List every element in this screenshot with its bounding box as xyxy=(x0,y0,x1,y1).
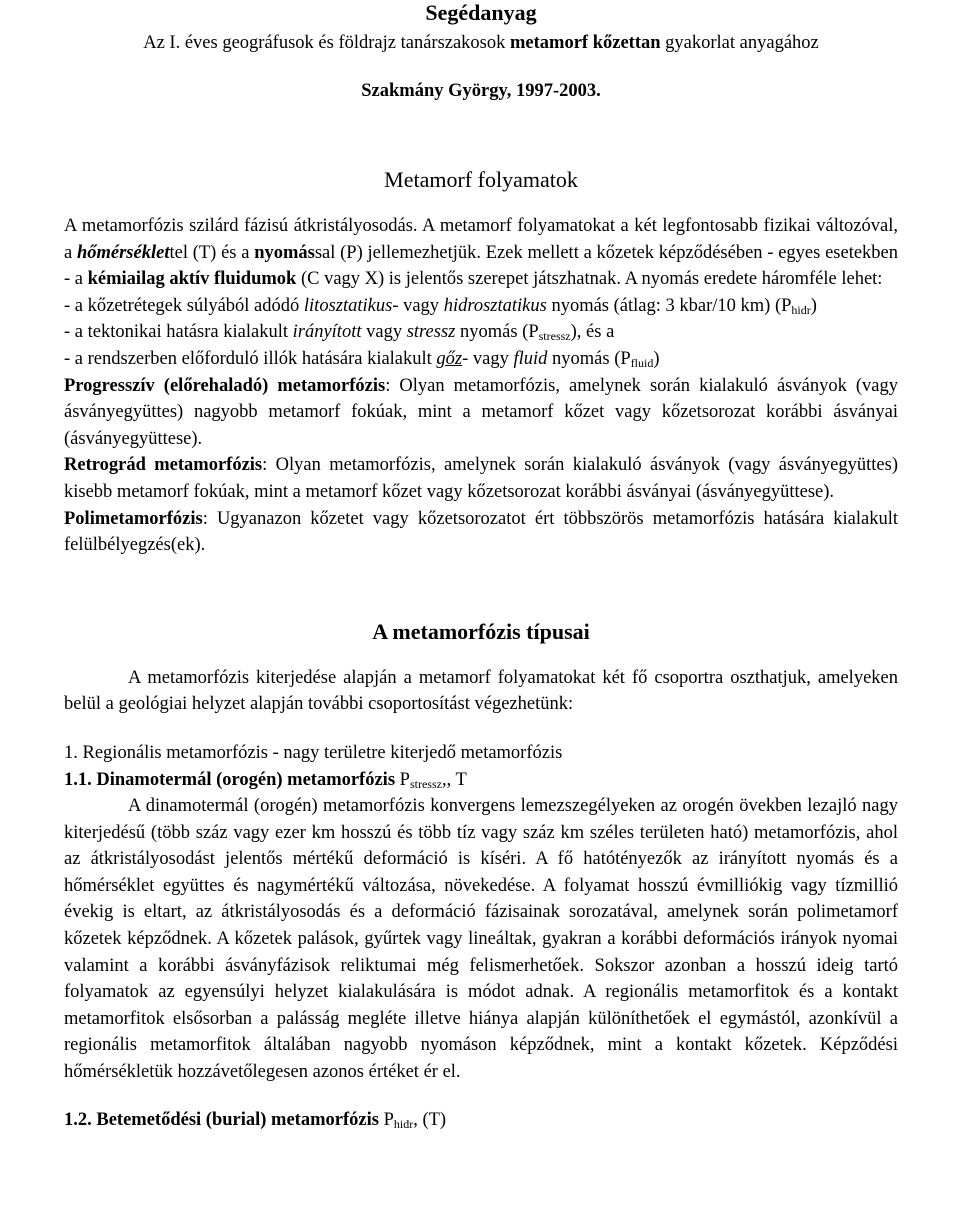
term-hidrosztatikus: hidrosztatikus xyxy=(443,295,547,316)
subtitle-text: Az I. éves geográfusok és földrajz tanárszakosok xyxy=(143,33,511,53)
subscript: hidr xyxy=(791,302,811,317)
text: ) xyxy=(653,348,660,369)
term-homerseklet: hőmérséklet xyxy=(76,242,170,263)
text: - a kőzetrétegek súlyából adódó xyxy=(64,295,304,316)
text: - vagy xyxy=(462,348,514,369)
list-item-fluid xyxy=(64,346,898,373)
text: P xyxy=(378,1109,394,1130)
section-heading-tipusai: A metamorfózis típusai xyxy=(372,618,590,644)
definition-progressziv xyxy=(64,373,898,453)
text: vagy xyxy=(361,322,407,343)
item-title: Betemetődési (burial) metamorfózis xyxy=(96,1109,379,1130)
list-item-litosztatikus xyxy=(64,293,898,320)
subscript: stressz xyxy=(409,776,442,791)
text: ), és a xyxy=(570,322,615,343)
definition-text: : Olyan metamorfózis, amelynek során kialakuló ásványok (vagy ásványegyüttes) kisebb metamorf fokúak, mint a metamorf kőzet vagy kőzetsorozat korábbi ásványai (ásványegyüttese). xyxy=(64,455,898,502)
subheading-dinamotermal xyxy=(64,767,898,794)
document-title: Segédanyag xyxy=(425,0,537,25)
subscript: stressz xyxy=(538,329,571,344)
term-litosztatikus: litosztatikus xyxy=(303,295,393,316)
paragraph-dinamotermal: A dinamotermál (orogén) metamorfózis konvergens lemezszegélyeken az orogén övekben lezajló nagy kiterjedésű (több száz vagy ezer km hosszú és több tíz vagy száz km széles területen ható) metamorfózis, ahol az átkristályosodást jelentős mértékű deformáció is kíséri. A fő hatótényezők az irányított nyomás és a hőmérséklet együttes és nagymértékű változása, növekedése. A folyamat hosszú évmilliókig vagy tízmillió évekig is eltart, az átkristályosodás és a deformáció fázisainak sorozatával, amelynek során polimetamorf kőzetek képződnek. A kőzetek palások, gyűrtek vagy lineáltak, gyakran a korábbi deformációs irányok nyomai valamint a korábbi ásványfázisok reliktumai még felismerhetőek. Sokszor azonban a hosszú ideig tartó folyamatok az egyensúlyi helyzet kialakulására is módot adnak. A regionális metamorfitok és a kontakt metamorfitok elsősorban a palásság megléte illetve hiánya alapján különíthetőek el egymástól, azonkívül a regionális metamorfitok általában nagyobb nyomáson képződnek, mint a kontakt kőzetek. Képződési hőmérsékletük hozzávetőlegesen azonos értéket ér el. xyxy=(64,796,898,1083)
term-iranyitott: irányított xyxy=(292,322,362,343)
paragraph-intro xyxy=(64,213,898,293)
item-title: Dinamotermál (orogén) metamorfózis xyxy=(96,769,396,790)
item-number: 1.1. xyxy=(64,769,97,790)
subscript: hidr xyxy=(393,1116,414,1131)
text: A metamorfózis szilárd fázisú átkristályosodás. A metamorf folyamatokat a két legfontosabb fizikai változóval, a xyxy=(64,216,898,263)
text: (C vagy X) is jelentős szerepet játszhatnak. A nyomás eredete háromféle lehet: xyxy=(296,269,883,290)
definition-text: : Ugyanazon kőzetet vagy kőzetsorozatot ért többszörös metamorfózis hatására kialakult felülbélyegzés(ek). xyxy=(64,508,898,556)
text: P xyxy=(395,769,410,790)
term-fluid: fluid xyxy=(513,348,548,369)
definition-polimetamorfozis xyxy=(64,506,898,559)
term-goz: gőz xyxy=(436,348,463,369)
term-progressziv: Progresszív (előrehaladó) metamorfózis xyxy=(64,375,386,396)
term-polimetamorfozis: Polimetamorfózis xyxy=(64,508,203,529)
term-nyomas: nyomás xyxy=(254,242,315,263)
item-number: 1.2. xyxy=(64,1109,97,1130)
document-page xyxy=(64,0,898,1133)
text: nyomás (átlag: 3 kbar/10 km) (P xyxy=(546,295,792,316)
list-item-stressz xyxy=(64,319,898,346)
document-subtitle xyxy=(64,30,898,56)
text: - a rendszerben előforduló illók hatására kialakult xyxy=(64,348,437,369)
term-stressz: stressz xyxy=(406,322,456,343)
definition-retrograd xyxy=(64,452,898,505)
definition-text: : Olyan metamorfózis, amelynek során kialakuló ásványok (vagy ásványegyüttes) nagyobb metamorf fokúak, mint a metamorf kőzet vagy kőzetsorozat korábbi ásványai (ásványegyüttese). xyxy=(64,375,899,449)
text: ) xyxy=(810,295,817,316)
subtitle-tail: gyakorlat anyagához xyxy=(660,33,819,53)
list-item-regionalis: 1. Regionális metamorfózis - nagy területre kiterjedő metamorfózis xyxy=(64,742,563,763)
text: tel (T) és a xyxy=(169,242,255,263)
text: - a tektonikai hatásra kialakult xyxy=(64,322,293,343)
subtitle-emphasis: metamorf kőzettan xyxy=(510,33,661,53)
text: sal (P) jellemezhetjük. Ezek mellett a kőzetek képződésében - egyes esetekben - a xyxy=(64,242,899,290)
section-heading-metamorf-folyamatok: Metamorf folyamatok xyxy=(384,167,578,192)
text: , (T) xyxy=(413,1109,447,1130)
paragraph-types-intro: A metamorfózis kiterjedése alapján a metamorf folyamatokat két fő csoportra oszthatjuk, amelyeken belül a geológiai helyzet alapján további csoportosítást végezhetünk: xyxy=(64,667,898,715)
text: nyomás (P xyxy=(455,322,539,343)
term-retrograd: Retrográd metamorfózis xyxy=(64,455,263,476)
subscript: fluid xyxy=(630,355,654,370)
subheading-betemetodesi xyxy=(64,1107,898,1134)
term-fluidumok: kémiailag aktív fluidumok xyxy=(87,269,297,290)
document-author: Szakmány György, 1997-2003. xyxy=(361,81,601,101)
text: nyomás (P xyxy=(547,348,631,369)
text: - vagy xyxy=(392,295,444,316)
text: ,, T xyxy=(441,769,467,790)
